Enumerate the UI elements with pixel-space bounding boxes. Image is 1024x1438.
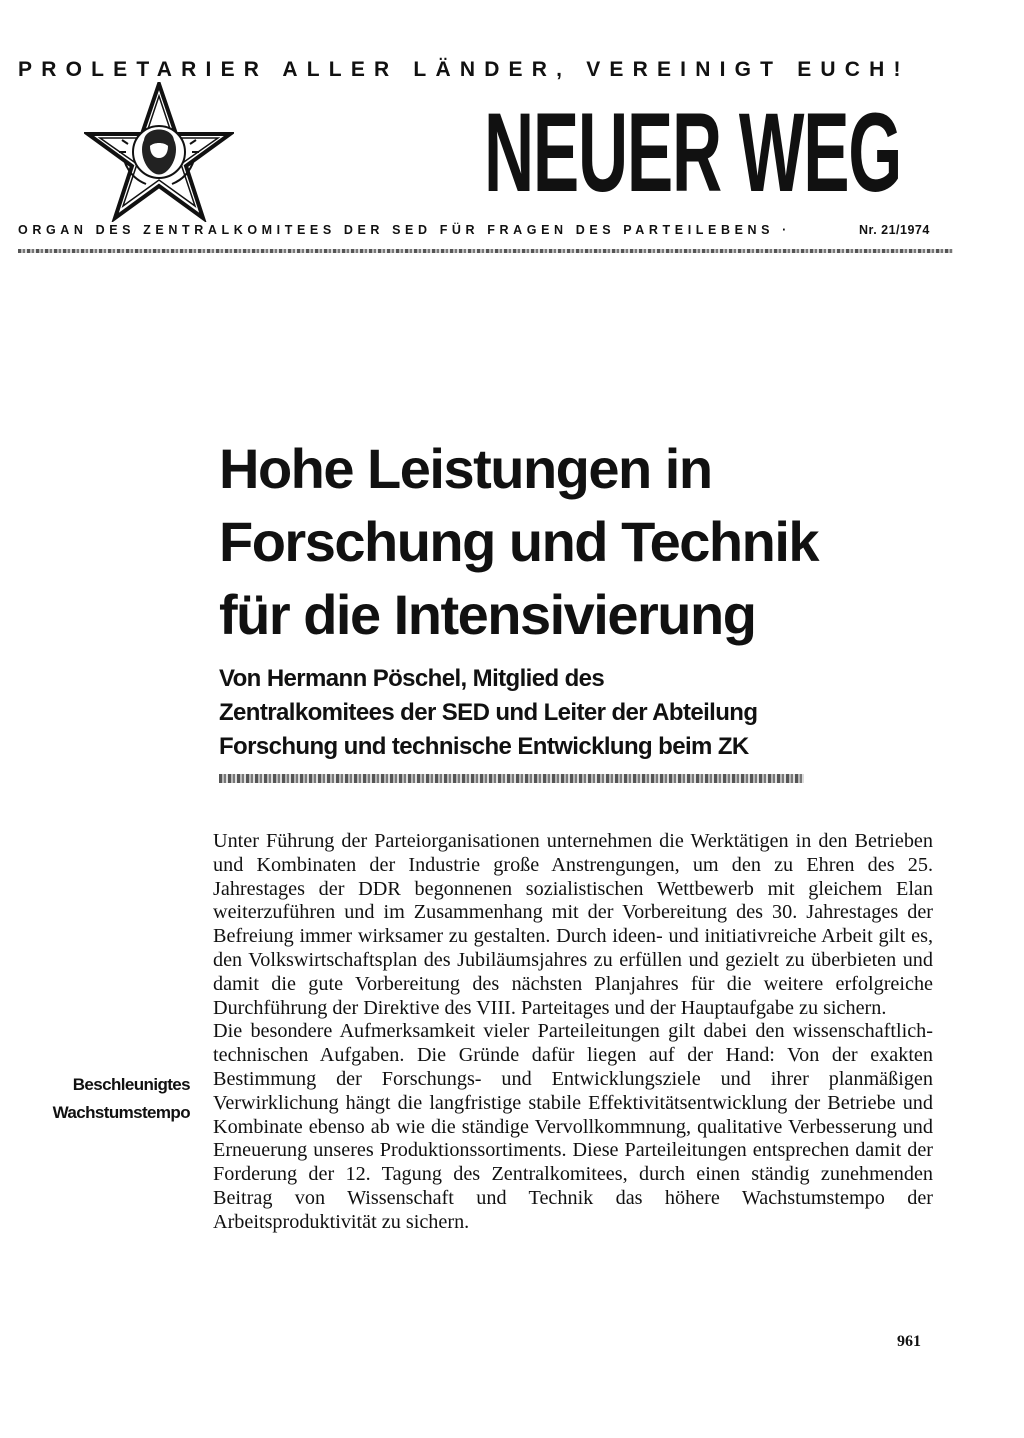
byline-line: Von Hermann Pöschel, Mitglied des xyxy=(219,665,605,692)
masthead-title: NEUER WEG xyxy=(484,90,902,215)
marginal-note-line: Beschleunigtes xyxy=(72,1075,190,1094)
headline-divider xyxy=(219,774,804,783)
headline-line: für die Intensivierung xyxy=(219,583,756,646)
article-headline xyxy=(219,432,818,651)
byline-line: Forschung und technische Entwicklung beim ZK xyxy=(219,733,749,760)
headline-line: Forschung und Technik xyxy=(219,510,819,573)
slogan: PROLETARIER ALLER LÄNDER, VEREINIGT EUCH! xyxy=(18,58,910,81)
article-byline xyxy=(219,662,757,764)
article-body xyxy=(213,830,933,1235)
marginal-note-line: Wachstumstempo xyxy=(52,1103,190,1122)
byline-line: Zentralkomitees der SED und Leiter der Abteilung xyxy=(219,699,758,726)
page-number: 961 xyxy=(897,1333,921,1350)
marginal-note xyxy=(40,1071,190,1127)
star-emblem-icon xyxy=(84,82,234,222)
body-paragraph: Unter Führung der Parteiorganisationen unternehmen die Werktätigen in den Betrieben und Kombinaten der Industrie große Anstrengungen, um den zu Ehren des 25. Jahrestages der DDR begonnenen sozialistischen Wettbewerb mit gleichem Elan weiterzuführen und im Zusammenhang mit der Vorbereitung des 30. Jahrestages der Befreiung immer wirksamer zu gestalten. Durch ideen- und initiativreiche Arbeit gilt es, den Volkswirtschaftsplan des Jubiläumsjahres zu erfüllen und gezielt zu überbieten und damit die gute Vorbereitung des nächsten Planjahres für die weitere erfolgreiche Durchführung der Direktive des VIII. Parteitages und der Hauptaufgabe zu sichern. xyxy=(213,830,933,1019)
header-divider xyxy=(18,249,953,253)
headline-line: Hohe Leistungen in xyxy=(219,437,712,500)
issue-number: Nr. 21/1974 xyxy=(859,223,930,237)
organ-subtitle: ORGAN DES ZENTRALKOMITEES DER SED FÜR FRAGEN DES PARTEILEBENS · xyxy=(18,223,791,237)
body-paragraph: Die besondere Aufmerksamkeit vieler Parteileitungen gilt dabei den wissenschaftlich-technischen Aufgaben. Die Gründe dafür liegen auf der Hand: Von der exakten Bestimmung der Forschungs- und Entwicklungsziele und ihrer planmäßigen Verwirklichung hängt die langfristige stabile Effektivitätsentwicklung der Betriebe und Kombinate ebenso ab wie die ständige Vervollkommnung, qualitative Verbesserung und Erneuerung unseres Produktionssortiments. Diese Parteileitungen entsprechen damit der Forderung der 12. Tagung des Zentralkomitees, durch einen ständig zunehmenden Beitrag von Wissenschaft und Technik das höhere Wachstumstempo der Arbeitsproduktivität zu sichern. xyxy=(213,1020,933,1233)
